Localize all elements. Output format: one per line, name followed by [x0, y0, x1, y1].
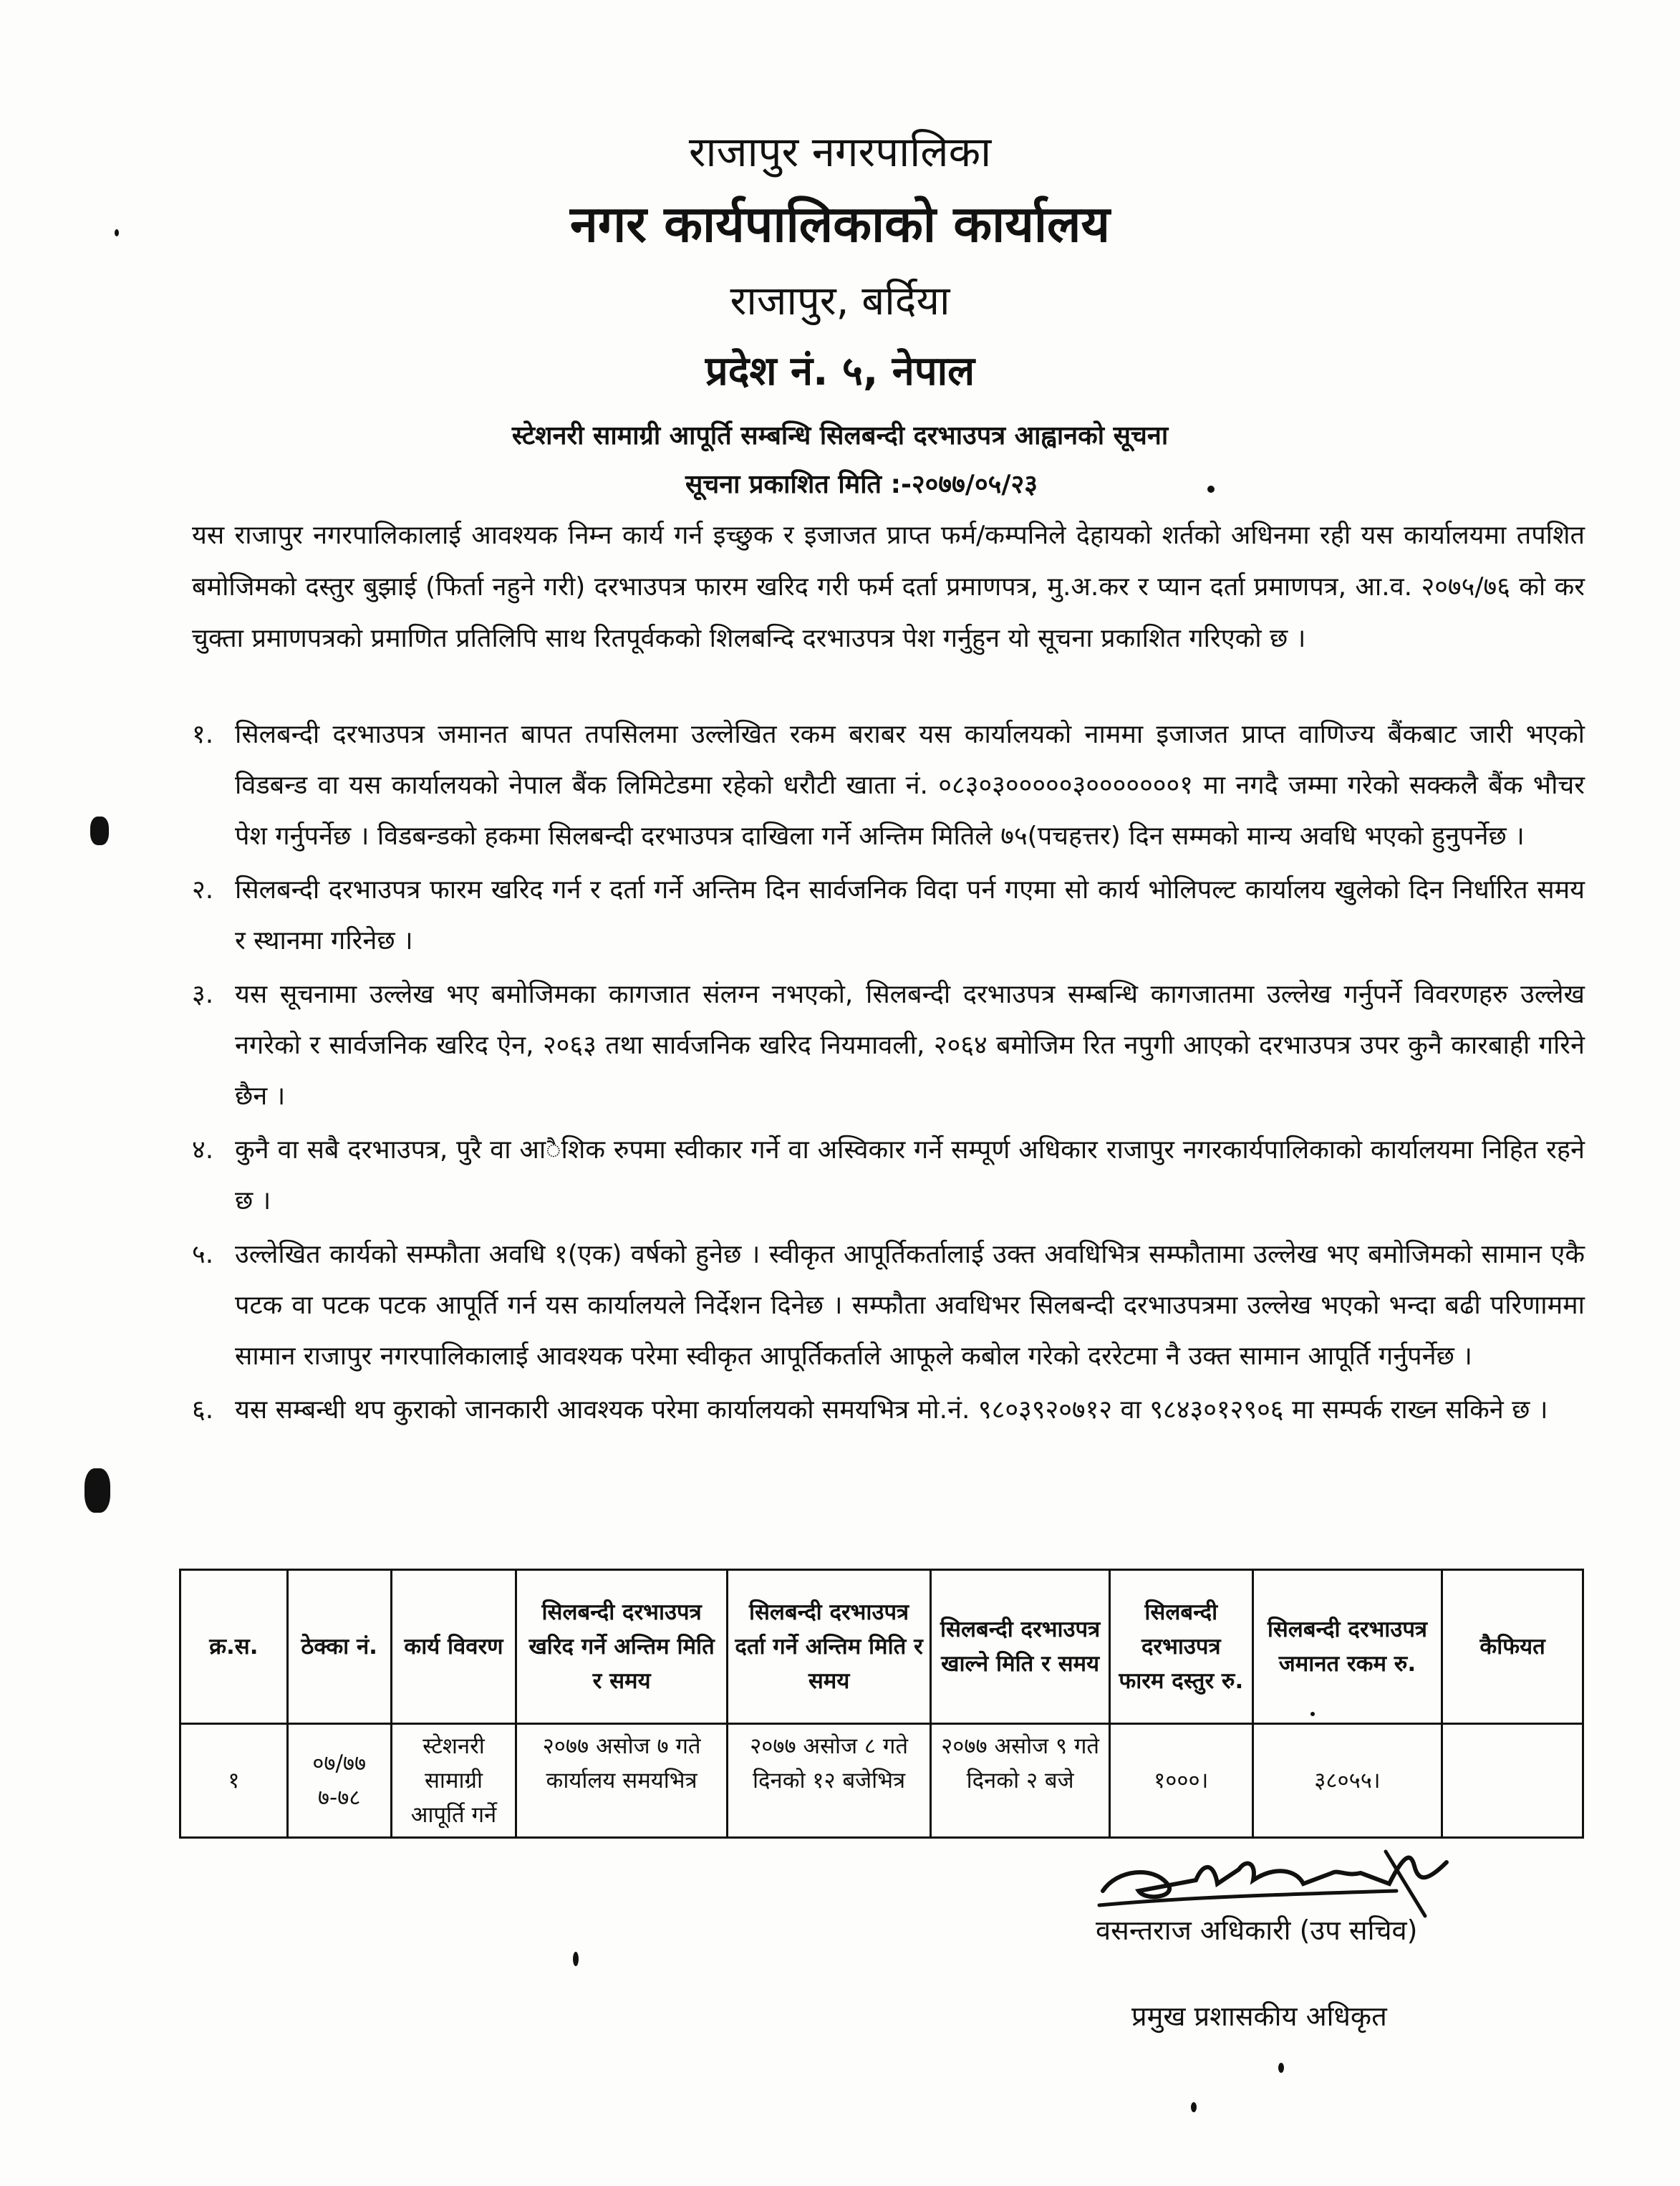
cell-serial: १ — [180, 1724, 288, 1838]
item-text: यस सूचनामा उल्लेख भए बमोजिमका कागजात संलग्न नभएको, सिलबन्दी दरभाउपत्र सम्बन्धि कागजातमा उल्लेख गर्नुपर्ने विवरणहरु उल्लेख नगरेको र सार्वजनिक खरिद ऐन, २०६३ तथा सार्वजनिक खरिद नियमावली, २०६४ बमोजिम रित नपुगी आएको दरभाउपत्र उपर कुनै कारबाही गरिने छैन । — [235, 980, 1585, 1111]
header-contract-no: ठेक्का नं. — [287, 1570, 391, 1724]
scan-speck — [1278, 2063, 1284, 2073]
item-text: सिलबन्दी दरभाउपत्र फारम खरिद गर्न र दर्ता गर्ने अन्तिम दिन सार्वजनिक विदा पर्न गएमा सो कार्य भोलिपल्ट कार्यालय खुलेको दिन निर्धारित समय र स्थानमा गरिनेछ । — [235, 875, 1585, 955]
item-number: ४. — [192, 1135, 214, 1165]
list-item — [192, 709, 1585, 862]
cell-contract-no: ०७/७७ ७-७८ — [287, 1724, 391, 1838]
cell-form-fee: १०००। — [1109, 1724, 1252, 1838]
list-item — [192, 865, 1585, 966]
signer-name: वसन्तराज अधिकारी (उप सचिव) — [1096, 1915, 1418, 1946]
office-name: नगर कार्यपालिकाको कार्यालय — [569, 195, 1111, 254]
scan-speck — [90, 817, 109, 845]
item-number: ३. — [192, 980, 214, 1009]
cell-opening-date: २०७७ असोज ९ गते दिनको २ बजे — [931, 1724, 1110, 1838]
header-remarks: कैफियत — [1442, 1570, 1583, 1724]
item-text: सिलबन्दी दरभाउपत्र जमानत बापत तपसिलमा उल्लेखित रकम बराबर यस कार्यालयको नाममा इजाजत प्राप्त वाणिज्य बैंकबाट जारी भएको विडबन्ड वा यस कार्यालयको नेपाल बैंक लिमिटेडमा रहेको धरौटी खाता नं. ०८३०३०००००३०००००००१ मा नगदै जम्मा गरेको सक्कलै बैंक भौचर पेश गर्नुपर्नेछ । विडबन्डको हकमा सिलबन्दी दरभाउपत्र दाखिला गर्ने अन्तिम मितिले ७५(पचहत्तर) दिन सम्मको मान्य अवधि भएको हुनुपर्नेछ । — [235, 720, 1585, 851]
table-row — [180, 1724, 1583, 1838]
scan-speck — [1191, 2102, 1197, 2112]
notice-title: स्टेशनरी सामाग्री आपूर्ति सम्बन्धि सिलबन्दी दरभाउपत्र आह्वानको सूचना — [511, 421, 1169, 451]
scan-speck — [573, 1952, 579, 1966]
header-submission-deadline: सिलबन्दी दरभाउपत्र दर्ता गर्ने अन्तिम मिति र समय — [727, 1570, 930, 1724]
item-text: यस सम्बन्धी थप कुराको जानकारी आवश्यक परेमा कार्यालयको समयभित्र मो.नं. ९८०३९२०७१२ वा ९८४३०१२९०६ मा सम्पर्क राख्न सकिने छ । — [235, 1395, 1548, 1425]
scan-speck — [85, 1468, 110, 1513]
item-number: ६. — [192, 1395, 214, 1425]
item-text: उल्लेखित कार्यको सम्फौता अवधि १(एक) वर्षको हुनेछ । स्वीकृत आपूर्तिकर्तालाई उक्त अवधिभित्र सम्फौतामा उल्लेख भए बमोजिमको सामान एकै पटक वा पटक पटक आपूर्ति गर्न यस कार्यालयले निर्देशन दिनेछ । सम्फौता अवधिभर सिलबन्दी दरभाउपत्रमा उल्लेख भएको भन्दा बढी परिणाममा सामान राजापुर नगरपालिकालाई आवश्यक परेमा स्वीकृत आपूर्तिकर्ताले आफूले कबोल गरेको दररेटमा नै उक्त सामान आपूर्ति गर्नुपर्नेछ । — [235, 1240, 1585, 1371]
header-serial: क्र.स. — [180, 1570, 288, 1724]
item-text: कुनै वा सबै दरभाउपत्र, पुरै वा आैशिक रुपमा स्वीकार गर्ने वा अस्विकार गर्ने सम्पूर्ण अधिकार राजापुर नगरकार्यपालिकाको कार्यालयमा निहित रहने छ । — [235, 1135, 1585, 1215]
scan-speck — [1207, 486, 1215, 493]
scan-speck — [115, 229, 119, 236]
item-number: १. — [192, 720, 214, 749]
list-item — [192, 1385, 1585, 1435]
signature-mark — [1088, 1841, 1475, 1920]
bid-schedule-table — [179, 1569, 1584, 1839]
cell-submission-deadline: २०७७ असोज ८ गते दिनको १२ बजेभित्र — [727, 1724, 930, 1838]
item-number: ५. — [192, 1240, 214, 1269]
header-purchase-deadline: सिलबन्दी दरभाउपत्र खरिद गर्ने अन्तिम मिति र समय — [516, 1570, 727, 1724]
publish-date: सूचना प्रकाशित मिति :-२०७७/०५/२३ — [685, 470, 1038, 499]
list-item — [192, 1229, 1585, 1382]
list-item — [192, 969, 1585, 1122]
terms-list — [192, 709, 1585, 1438]
item-number: २. — [192, 875, 214, 905]
table-header-row — [180, 1570, 1583, 1724]
cell-remarks — [1442, 1724, 1583, 1838]
header-opening-date: सिलबन्दी दरभाउपत्र खाल्ने मिति र समय — [931, 1570, 1110, 1724]
municipality-name: राजापुर नगरपालिका — [688, 127, 992, 176]
office-location: राजापुर, बर्दिया — [730, 278, 950, 324]
header-form-fee: सिलबन्दी दरभाउपत्र फारम दस्तुर रु. — [1109, 1570, 1252, 1724]
intro-paragraph: यस राजापुर नगरपालिकालाई आवश्यक निम्न कार्य गर्न इच्छुक र इजाजत प्राप्त फर्म/कम्पनिले देहायको शर्तको अधिनमा रही यस कार्यालयमा तपशित बमोजिमको दस्तुर बुझाई (फिर्ता नहुने गरी) दरभाउपत्र फारम खरिद गरी फर्म दर्ता प्रमाणपत्र, मु.अ.कर र प्यान दर्ता प्रमाणपत्र, आ.व. २०७५/७६ को कर चुक्ता प्रमाणपत्रको प्रमाणित प्रतिलिपि साथ रितपूर्वकको शिलबन्दि दरभाउपत्र पेश गर्नुहुन यो सूचना प्रकाशित गरिएको छ । — [192, 521, 1585, 653]
cell-work-description: स्टेशनरी सामाग्री आपूर्ति गर्ने — [391, 1724, 516, 1838]
list-item — [192, 1125, 1585, 1226]
scan-speck — [1310, 1712, 1315, 1716]
province-line: प्रदेश नं. ५, नेपाल — [705, 348, 975, 395]
signer-designation: प्रमुख प्रशासकीय अधिकृत — [1131, 2000, 1387, 2032]
cell-purchase-deadline: २०७७ असोज ७ गते कार्यालय समयभित्र — [516, 1724, 727, 1838]
header-work-description: कार्य विवरण — [391, 1570, 516, 1724]
cell-bid-security: ३८०५५। — [1252, 1724, 1442, 1838]
header-bid-security: सिलबन्दी दरभाउपत्र जमानत रकम रु. — [1252, 1570, 1442, 1724]
